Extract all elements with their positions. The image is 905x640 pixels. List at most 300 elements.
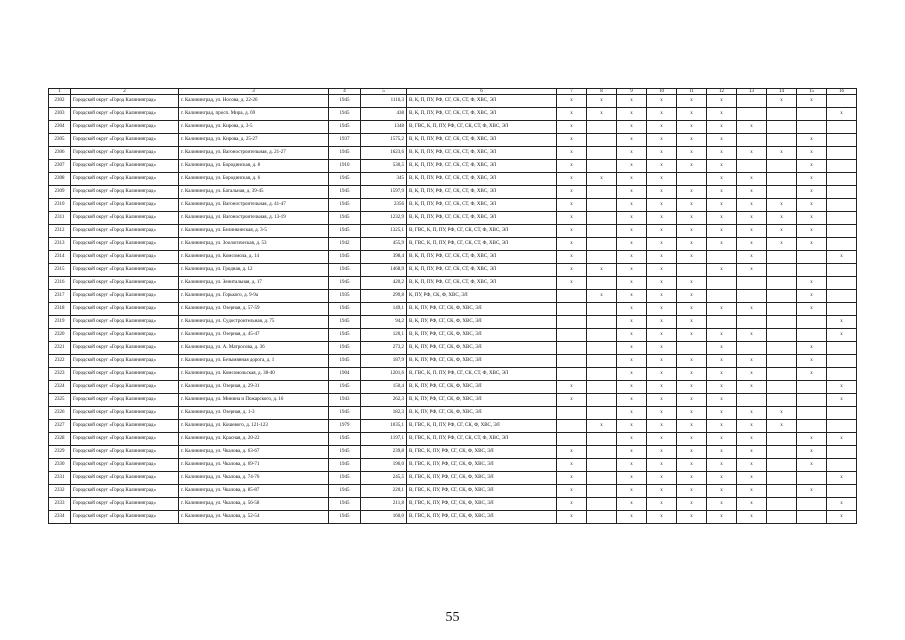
mark-col-13-cell: х bbox=[737, 264, 767, 277]
mark-col-13-cell: х bbox=[737, 173, 767, 186]
mark-col-14-cell bbox=[767, 355, 797, 368]
mark-col-11-cell bbox=[677, 173, 707, 186]
mark-col-10-cell: х bbox=[647, 446, 677, 459]
address-cell: г. Калининград, ул. Вагоностроительная, д. 41-47 bbox=[179, 199, 329, 212]
mark-col-7-cell: х bbox=[557, 251, 587, 264]
year-built-cell: 1945 bbox=[329, 316, 361, 329]
row-number-cell: 2307 bbox=[49, 160, 71, 173]
mark-col-13-cell: х bbox=[737, 121, 767, 134]
table-row bbox=[49, 160, 857, 173]
mark-col-10-cell: х bbox=[647, 121, 677, 134]
mark-col-8-cell bbox=[587, 303, 617, 316]
address-cell: г. Калининград, ул. Чкалова, д. 52-54 bbox=[179, 511, 329, 524]
row-number-cell: 2324 bbox=[49, 381, 71, 394]
mark-col-14-cell bbox=[767, 394, 797, 407]
mark-col-15-cell: х bbox=[797, 277, 827, 290]
mark-col-10-cell: х bbox=[647, 381, 677, 394]
row-number-cell: 2305 bbox=[49, 134, 71, 147]
municipality-cell: Городской округ «Город Калининград» bbox=[71, 368, 179, 381]
address-cell: г. Калининград, ул. Белинкинская, д. 3-5 bbox=[179, 225, 329, 238]
row-number-cell: 2314 bbox=[49, 251, 71, 264]
table-row bbox=[49, 433, 857, 446]
mark-col-15-cell: х bbox=[797, 95, 827, 108]
mark-col-12-cell: х bbox=[707, 511, 737, 524]
address-cell: г. Калининград, ул. Красная, д. 20-22 bbox=[179, 433, 329, 446]
systems-cell: В, К, ПУ, РФ, СГ, СК, Ф, ХВС, ЭЛ bbox=[407, 355, 557, 368]
mark-col-7-cell: х bbox=[557, 277, 587, 290]
mark-col-10-cell: х bbox=[647, 342, 677, 355]
mark-col-16-cell bbox=[827, 342, 857, 355]
mark-col-10-cell: х bbox=[647, 511, 677, 524]
mark-col-12-cell: х bbox=[707, 108, 737, 121]
mark-col-13-cell: х bbox=[737, 420, 767, 433]
area-cell: 1623,6 bbox=[361, 147, 407, 160]
mark-col-9-cell: х bbox=[617, 459, 647, 472]
mark-col-8-cell bbox=[587, 433, 617, 446]
row-number-cell: 2317 bbox=[49, 290, 71, 303]
row-number-cell: 2302 bbox=[49, 95, 71, 108]
mark-col-7-cell: х bbox=[557, 173, 587, 186]
area-cell: 1468,9 bbox=[361, 264, 407, 277]
mark-col-11-cell: х bbox=[677, 355, 707, 368]
address-cell: г. Калининград, ул. Чкалова, д. 74-76 bbox=[179, 472, 329, 485]
mark-col-12-cell: х bbox=[707, 212, 737, 225]
mark-col-10-cell: х bbox=[647, 355, 677, 368]
systems-cell: В, К, П, ПУ, РФ, СГ, СК, СТ, Ф, ХВС, ЭЛ bbox=[407, 251, 557, 264]
column-header-11: 11 bbox=[677, 89, 707, 95]
row-number-cell: 2332 bbox=[49, 485, 71, 498]
mark-col-16-cell bbox=[827, 355, 857, 368]
mark-col-10-cell: х bbox=[647, 368, 677, 381]
mark-col-7-cell: х bbox=[557, 186, 587, 199]
mark-col-8-cell bbox=[587, 212, 617, 225]
table-row bbox=[49, 225, 857, 238]
mark-col-10-cell: х bbox=[647, 173, 677, 186]
mark-col-10-cell: х bbox=[647, 316, 677, 329]
mark-col-11-cell bbox=[677, 342, 707, 355]
mark-col-15-cell: х bbox=[797, 342, 827, 355]
table-row bbox=[49, 394, 857, 407]
systems-cell: В, К, П, ПУ, РФ, СГ, СК, СТ, Ф, ХВС, ЭЛ bbox=[407, 186, 557, 199]
year-built-cell: 1945 bbox=[329, 303, 361, 316]
row-number-cell: 2304 bbox=[49, 121, 71, 134]
municipality-cell: Городской округ «Город Калининград» bbox=[71, 212, 179, 225]
mark-col-11-cell: х bbox=[677, 160, 707, 173]
address-cell: г. Калининград, ул. Чкалова, д. 63-67 bbox=[179, 446, 329, 459]
municipality-cell: Городской округ «Город Калининград» bbox=[71, 511, 179, 524]
year-built-cell: 1942 bbox=[329, 238, 361, 251]
table-row bbox=[49, 342, 857, 355]
mark-col-11-cell: х bbox=[677, 121, 707, 134]
mark-col-7-cell bbox=[557, 368, 587, 381]
mark-col-7-cell: х bbox=[557, 381, 587, 394]
row-number-cell: 2328 bbox=[49, 433, 71, 446]
mark-col-8-cell bbox=[587, 407, 617, 420]
column-header-15: 15 bbox=[797, 89, 827, 95]
mark-col-12-cell bbox=[707, 290, 737, 303]
row-number-cell: 2322 bbox=[49, 355, 71, 368]
mark-col-12-cell: х bbox=[707, 121, 737, 134]
mark-col-15-cell: х bbox=[797, 238, 827, 251]
row-number-cell: 2310 bbox=[49, 199, 71, 212]
municipality-cell: Городской округ «Город Калининград» bbox=[71, 225, 179, 238]
mark-col-12-cell: х bbox=[707, 329, 737, 342]
mark-col-16-cell: х bbox=[827, 472, 857, 485]
mark-col-16-cell bbox=[827, 160, 857, 173]
year-built-cell: 1945 bbox=[329, 251, 361, 264]
mark-col-9-cell: х bbox=[617, 342, 647, 355]
mark-col-9-cell: х bbox=[617, 147, 647, 160]
systems-cell: В, К, П, ПУ, РФ, СГ, СК, СТ, Ф, ХВС, ЭЛ bbox=[407, 277, 557, 290]
mark-col-16-cell: х bbox=[827, 498, 857, 511]
mark-col-14-cell bbox=[767, 134, 797, 147]
mark-col-12-cell: х bbox=[707, 433, 737, 446]
area-cell: 420,2 bbox=[361, 277, 407, 290]
table-row bbox=[49, 147, 857, 160]
mark-col-14-cell bbox=[767, 316, 797, 329]
table-row bbox=[49, 121, 857, 134]
mark-col-9-cell: х bbox=[617, 199, 647, 212]
mark-col-14-cell: х bbox=[767, 238, 797, 251]
systems-cell: В, К, П, ПУ, РФ, СГ, СК, СТ, Ф, ХВС, ЭЛ bbox=[407, 147, 557, 160]
mark-col-15-cell: х bbox=[797, 212, 827, 225]
address-cell: г. Калининград, ул. Носова, д. 22-26 bbox=[179, 95, 329, 108]
column-header-10: 10 bbox=[647, 89, 677, 95]
mark-col-16-cell bbox=[827, 212, 857, 225]
mark-col-12-cell: х bbox=[707, 498, 737, 511]
mark-col-7-cell: х bbox=[557, 472, 587, 485]
mark-col-10-cell: х bbox=[647, 108, 677, 121]
mark-col-11-cell: х bbox=[677, 95, 707, 108]
mark-col-11-cell: х bbox=[677, 277, 707, 290]
mark-col-9-cell: х bbox=[617, 472, 647, 485]
year-built-cell: 1945 bbox=[329, 511, 361, 524]
mark-col-11-cell: х bbox=[677, 511, 707, 524]
area-cell: 220,1 bbox=[361, 485, 407, 498]
year-built-cell: 1945 bbox=[329, 329, 361, 342]
address-cell: г. Калининград, ул. Кошевого, д. 121-123 bbox=[179, 420, 329, 433]
mark-col-16-cell bbox=[827, 446, 857, 459]
systems-cell: В, К, ПУ, РФ, СГ, СК, Ф, ХВС, ЭЛ bbox=[407, 303, 557, 316]
area-cell: 187,9 bbox=[361, 355, 407, 368]
column-header-5: 5 bbox=[361, 89, 407, 95]
mark-col-11-cell: х bbox=[677, 316, 707, 329]
mark-col-7-cell: х bbox=[557, 108, 587, 121]
systems-cell: В, К, П, ПУ, РФ, СГ, СК, СТ, Ф, ХВС, ЭЛ bbox=[407, 173, 557, 186]
systems-cell: В, К, П, ПУ, РФ, СГ, СК, СТ, Ф, ХВС, ЭЛ bbox=[407, 212, 557, 225]
systems-cell: В, К, П, ПУ, РФ, СГ, СК, СТ, Ф, ХВС, ЭЛ bbox=[407, 134, 557, 147]
mark-col-7-cell: х bbox=[557, 498, 587, 511]
mark-col-14-cell bbox=[767, 381, 797, 394]
mark-col-7-cell: х bbox=[557, 95, 587, 108]
mark-col-15-cell bbox=[797, 407, 827, 420]
municipality-cell: Городской округ «Город Калининград» bbox=[71, 433, 179, 446]
mark-col-10-cell: х bbox=[647, 264, 677, 277]
systems-cell: В, ГВС, К, ПУ, РФ, СГ, СК, Ф, ХВС, ЭЛ bbox=[407, 485, 557, 498]
mark-col-16-cell bbox=[827, 368, 857, 381]
mark-col-14-cell bbox=[767, 472, 797, 485]
year-built-cell: 1945 bbox=[329, 381, 361, 394]
mark-col-16-cell: х bbox=[827, 433, 857, 446]
area-cell: 1201,6 bbox=[361, 368, 407, 381]
mark-col-8-cell bbox=[587, 121, 617, 134]
mark-col-13-cell: х bbox=[737, 433, 767, 446]
table-row bbox=[49, 290, 857, 303]
address-cell: г. Калининград, ул. Зоологическая, д. 53 bbox=[179, 238, 329, 251]
municipality-cell: Городской округ «Город Калининград» bbox=[71, 485, 179, 498]
mark-col-15-cell: х bbox=[797, 147, 827, 160]
mark-col-14-cell: х bbox=[767, 225, 797, 238]
mark-col-9-cell: х bbox=[617, 264, 647, 277]
area-cell: 182,3 bbox=[361, 407, 407, 420]
municipality-cell: Городской округ «Город Калининград» bbox=[71, 394, 179, 407]
year-built-cell: 1945 bbox=[329, 199, 361, 212]
mark-col-15-cell: х bbox=[797, 199, 827, 212]
address-cell: г. Калининград, ул. Горького, д. 9-9а bbox=[179, 290, 329, 303]
address-cell: г. Калининград, просп. Мира, д. 69 bbox=[179, 108, 329, 121]
municipality-cell: Городской округ «Город Калининград» bbox=[71, 342, 179, 355]
mark-col-10-cell: х bbox=[647, 147, 677, 160]
column-header-4: 4 bbox=[329, 89, 361, 95]
mark-col-15-cell bbox=[797, 264, 827, 277]
mark-col-11-cell: х bbox=[677, 472, 707, 485]
mark-col-10-cell: х bbox=[647, 277, 677, 290]
mark-col-10-cell: х bbox=[647, 225, 677, 238]
mark-col-10-cell: х bbox=[647, 160, 677, 173]
mark-col-8-cell: х bbox=[587, 420, 617, 433]
mark-col-8-cell bbox=[587, 316, 617, 329]
systems-cell: В, ГВС, К, П, ПУ, РФ, СГ, СК, Ф, ХВС, ЭЛ bbox=[407, 420, 557, 433]
mark-col-8-cell bbox=[587, 446, 617, 459]
systems-cell: В, К, П, ПУ, РФ, СГ, СК, СТ, Ф, ХВС, ЭЛ bbox=[407, 199, 557, 212]
mark-col-13-cell bbox=[737, 160, 767, 173]
mark-col-12-cell: х bbox=[707, 368, 737, 381]
address-cell: г. Калининград, ул. Чкалова, д. 85-87 bbox=[179, 485, 329, 498]
mark-col-11-cell: х bbox=[677, 433, 707, 446]
mark-col-12-cell: х bbox=[707, 199, 737, 212]
mark-col-8-cell bbox=[587, 381, 617, 394]
column-header-1: 1 bbox=[49, 89, 71, 95]
mark-col-13-cell: х bbox=[737, 329, 767, 342]
municipality-cell: Городской округ «Город Калининград» bbox=[71, 290, 179, 303]
systems-cell: В, ГВС, К, П, ПУ, РФ, СГ, СК, СТ, Ф, ХВС, ЭЛ bbox=[407, 368, 557, 381]
year-built-cell: 1945 bbox=[329, 173, 361, 186]
mark-col-14-cell bbox=[767, 290, 797, 303]
mark-col-9-cell: х bbox=[617, 108, 647, 121]
mark-col-8-cell bbox=[587, 342, 617, 355]
systems-cell: В, ГВС, К, ПУ, РФ, СГ, СК, Ф, ХВС, ЭЛ bbox=[407, 511, 557, 524]
mark-col-11-cell bbox=[677, 264, 707, 277]
mark-col-16-cell: х bbox=[827, 381, 857, 394]
mark-col-9-cell: х bbox=[617, 381, 647, 394]
year-built-cell: 1945 bbox=[329, 407, 361, 420]
mark-col-12-cell: х bbox=[707, 485, 737, 498]
mark-col-10-cell: х bbox=[647, 303, 677, 316]
mark-col-16-cell bbox=[827, 147, 857, 160]
mark-col-8-cell: х bbox=[587, 173, 617, 186]
mark-col-11-cell: х bbox=[677, 199, 707, 212]
year-built-cell: 1945 bbox=[329, 95, 361, 108]
municipality-cell: Городской округ «Город Калининград» bbox=[71, 251, 179, 264]
municipality-cell: Городской округ «Город Калининград» bbox=[71, 264, 179, 277]
table-row bbox=[49, 316, 857, 329]
mark-col-11-cell: х bbox=[677, 303, 707, 316]
mark-col-8-cell bbox=[587, 160, 617, 173]
mark-col-12-cell: х bbox=[707, 264, 737, 277]
address-cell: г. Калининград, ул. Зенитальная, д. 17 bbox=[179, 277, 329, 290]
year-built-cell: 1945 bbox=[329, 264, 361, 277]
table-row bbox=[49, 459, 857, 472]
mark-col-9-cell: х bbox=[617, 316, 647, 329]
row-number-cell: 2306 bbox=[49, 147, 71, 160]
mark-col-16-cell bbox=[827, 303, 857, 316]
housing-register-table bbox=[48, 88, 857, 524]
mark-col-7-cell bbox=[557, 290, 587, 303]
area-cell: 1575,2 bbox=[361, 134, 407, 147]
address-cell: г. Калининград, ул. А. Матросова, д. 36 bbox=[179, 342, 329, 355]
year-built-cell: 1945 bbox=[329, 485, 361, 498]
mark-col-7-cell bbox=[557, 329, 587, 342]
table-row bbox=[49, 472, 857, 485]
mark-col-13-cell: х bbox=[737, 251, 767, 264]
mark-col-13-cell: х bbox=[737, 472, 767, 485]
mark-col-16-cell bbox=[827, 264, 857, 277]
mark-col-12-cell: х bbox=[707, 160, 737, 173]
municipality-cell: Городской округ «Город Калининград» bbox=[71, 108, 179, 121]
mark-col-11-cell: х bbox=[677, 251, 707, 264]
area-cell: 149,1 bbox=[361, 303, 407, 316]
municipality-cell: Городской округ «Город Калининград» bbox=[71, 407, 179, 420]
mark-col-11-cell: х bbox=[677, 446, 707, 459]
year-built-cell: 1945 bbox=[329, 433, 361, 446]
mark-col-16-cell bbox=[827, 173, 857, 186]
mark-col-15-cell: х bbox=[797, 433, 827, 446]
mark-col-8-cell bbox=[587, 238, 617, 251]
mark-col-8-cell bbox=[587, 498, 617, 511]
table-row bbox=[49, 303, 857, 316]
mark-col-16-cell bbox=[827, 290, 857, 303]
area-cell: 1232,9 bbox=[361, 212, 407, 225]
area-cell: 1116,3 bbox=[361, 95, 407, 108]
mark-col-14-cell bbox=[767, 459, 797, 472]
systems-cell: В, К, ПУ, РФ, СГ, СК, Ф, ХВС, ЭЛ bbox=[407, 394, 557, 407]
table-row bbox=[49, 420, 857, 433]
address-cell: г. Калининград, ул. Чкалова, д. 56-58 bbox=[179, 498, 329, 511]
row-number-cell: 2323 bbox=[49, 368, 71, 381]
mark-col-16-cell bbox=[827, 485, 857, 498]
row-number-cell: 2327 bbox=[49, 420, 71, 433]
mark-col-9-cell: х bbox=[617, 511, 647, 524]
mark-col-13-cell: х bbox=[737, 199, 767, 212]
table-row bbox=[49, 407, 857, 420]
mark-col-14-cell bbox=[767, 108, 797, 121]
municipality-cell: Городской округ «Город Калининград» bbox=[71, 147, 179, 160]
mark-col-14-cell bbox=[767, 121, 797, 134]
mark-col-15-cell bbox=[797, 316, 827, 329]
table-row bbox=[49, 134, 857, 147]
mark-col-15-cell: х bbox=[797, 134, 827, 147]
mark-col-15-cell: х bbox=[797, 446, 827, 459]
mark-col-14-cell: х bbox=[767, 199, 797, 212]
mark-col-12-cell bbox=[707, 277, 737, 290]
mark-col-15-cell bbox=[797, 381, 827, 394]
mark-col-12-cell: х bbox=[707, 420, 737, 433]
mark-col-12-cell: х bbox=[707, 134, 737, 147]
area-cell: 150,4 bbox=[361, 381, 407, 394]
mark-col-13-cell: х bbox=[737, 407, 767, 420]
area-cell: 196,0 bbox=[361, 459, 407, 472]
mark-col-15-cell bbox=[797, 394, 827, 407]
table-row bbox=[49, 511, 857, 524]
mark-col-7-cell bbox=[557, 433, 587, 446]
year-built-cell: 1945 bbox=[329, 472, 361, 485]
mark-col-9-cell: х bbox=[617, 277, 647, 290]
mark-col-11-cell: х bbox=[677, 459, 707, 472]
row-number-cell: 2309 bbox=[49, 186, 71, 199]
mark-col-7-cell bbox=[557, 303, 587, 316]
mark-col-10-cell: х bbox=[647, 420, 677, 433]
mark-col-12-cell: х bbox=[707, 225, 737, 238]
mark-col-11-cell: х bbox=[677, 147, 707, 160]
area-cell: 273,2 bbox=[361, 342, 407, 355]
column-header-2: 2 bbox=[71, 89, 179, 95]
mark-col-16-cell: х bbox=[827, 394, 857, 407]
municipality-cell: Городской округ «Город Калининград» bbox=[71, 134, 179, 147]
mark-col-16-cell: х bbox=[827, 511, 857, 524]
mark-col-9-cell: х bbox=[617, 290, 647, 303]
mark-col-15-cell bbox=[797, 498, 827, 511]
column-header-13: 13 bbox=[737, 89, 767, 95]
mark-col-15-cell: х bbox=[797, 173, 827, 186]
mark-col-14-cell: х bbox=[767, 407, 797, 420]
mark-col-14-cell bbox=[767, 251, 797, 264]
mark-col-8-cell: х bbox=[587, 264, 617, 277]
mark-col-11-cell: х bbox=[677, 381, 707, 394]
mark-col-13-cell bbox=[737, 277, 767, 290]
municipality-cell: Городской округ «Город Калининград» bbox=[71, 459, 179, 472]
mark-col-14-cell bbox=[767, 368, 797, 381]
year-built-cell: 1945 bbox=[329, 342, 361, 355]
municipality-cell: Городской округ «Город Калининград» bbox=[71, 498, 179, 511]
mark-col-8-cell bbox=[587, 355, 617, 368]
mark-col-13-cell bbox=[737, 394, 767, 407]
mark-col-10-cell: х bbox=[647, 329, 677, 342]
column-header-12: 12 bbox=[707, 89, 737, 95]
systems-cell: В, К, П, ПУ, РФ, СГ, СК, СТ, Ф, ХВС, ЭЛ bbox=[407, 264, 557, 277]
row-number-cell: 2318 bbox=[49, 303, 71, 316]
mark-col-9-cell: х bbox=[617, 134, 647, 147]
mark-col-9-cell: х bbox=[617, 212, 647, 225]
year-built-cell: 1945 bbox=[329, 498, 361, 511]
mark-col-15-cell bbox=[797, 108, 827, 121]
mark-col-7-cell: х bbox=[557, 511, 587, 524]
mark-col-10-cell: х bbox=[647, 472, 677, 485]
year-built-cell: 1945 bbox=[329, 225, 361, 238]
mark-col-9-cell: х bbox=[617, 303, 647, 316]
mark-col-9-cell: х bbox=[617, 407, 647, 420]
mark-col-15-cell bbox=[797, 420, 827, 433]
row-number-cell: 2316 bbox=[49, 277, 71, 290]
mark-col-13-cell bbox=[737, 134, 767, 147]
mark-col-8-cell bbox=[587, 134, 617, 147]
mark-col-16-cell bbox=[827, 459, 857, 472]
mark-col-16-cell bbox=[827, 407, 857, 420]
mark-col-11-cell: х bbox=[677, 394, 707, 407]
mark-col-11-cell: х bbox=[677, 485, 707, 498]
mark-col-13-cell bbox=[737, 290, 767, 303]
mark-col-9-cell: х bbox=[617, 121, 647, 134]
mark-col-11-cell: х bbox=[677, 329, 707, 342]
